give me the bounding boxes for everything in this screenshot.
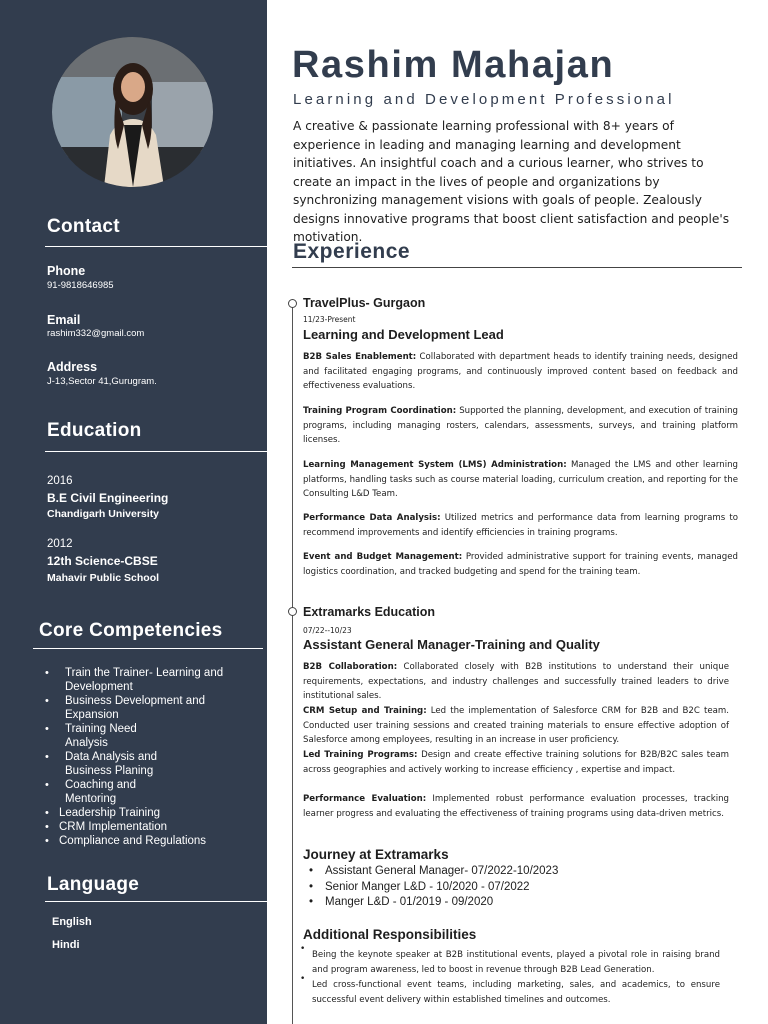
timeline-dot: [288, 299, 297, 308]
job-item-text: Provided administrative support for training events, managed logistics coordination, and tracked budgeting and spend for the training team.: [303, 552, 738, 577]
journey-heading: Journey at Extramarks: [303, 847, 449, 862]
experience-divider: [292, 267, 742, 268]
list-item: • Leadership Training: [45, 806, 260, 820]
competencies-divider: [33, 648, 263, 649]
list-item: • Led cross-functional event teams, including marketing, sales, and academics, to ensure successful event delivery within established timelines and outcomes.: [300, 978, 720, 1008]
job-item-text: Utilized metrics and performance data from learning programs to recommend improvements and identify efficiencies in training programs.: [303, 513, 739, 538]
phone-label: Phone: [47, 264, 86, 278]
language-item: English: [52, 916, 92, 928]
candidate-name: Rashim Mahajan: [292, 44, 615, 86]
job-item-text: Managed the LMS and other learning platforms, handling tasks such as course material loading, curriculum creation, and reporting for the Consulting L&D Team.: [303, 460, 738, 500]
job-item-label: Performance Data Analysis:: [303, 513, 441, 523]
list-item: • Training Need Analysis: [45, 722, 165, 750]
job-item: [303, 748, 729, 777]
job-dates: 07/22--10/23: [303, 626, 352, 635]
education-degree: 12th Science-CBSE: [47, 554, 158, 568]
job-item-label: CRM Setup and Training:: [303, 706, 427, 716]
job-item-label: Performance Evaluation:: [303, 794, 427, 804]
list-item: • Manger L&D - 01/2019 - 09/2020: [309, 895, 558, 911]
job-item-text: Design and create effective training solutions for B2B/B2C sales team across geographies and actively working to increase efficiency , expertise and impact.: [303, 750, 729, 775]
job-item-label: B2B Sales Enablement:: [303, 352, 417, 362]
education-divider: [45, 451, 267, 452]
job-item-label: Led Training Programs:: [303, 750, 418, 760]
list-item: • CRM Implementation: [45, 820, 260, 834]
profile-summary: A creative & passionate learning professional with 8+ years of experience in leading and managing learning and development initiatives. An insightful coach and a curious learner, who strives to create an impact in the lives of people and organizations by synchronizing management visions with goals of people. Zealously designs innovative programs that boost client satisfaction and people's motivation.: [293, 119, 730, 244]
language-item: Hindi: [52, 939, 80, 951]
education-year: 2016: [47, 475, 73, 487]
job-item-text: Implemented robust performance evaluation processes, tracking learner progress and evaluating the effectiveness of training programs using data-driven metrics.: [303, 794, 729, 819]
list-item: • Business Development and Expansion: [45, 694, 260, 722]
list-item: • Assistant General Manager- 07/2022-10/2023: [309, 864, 558, 880]
company-name: Extramarks Education: [303, 605, 435, 619]
list-item: • Data Analysis and Business Planing: [45, 750, 195, 778]
responsibilities-heading: Additional Responsibilities: [303, 927, 477, 942]
email-label: Email: [47, 313, 81, 327]
experience-heading: Experience: [293, 240, 411, 263]
education-heading: Education: [47, 420, 142, 441]
language-heading: Language: [47, 874, 140, 895]
job-item: [303, 350, 738, 394]
job-title: Assistant General Manager-Training and Quality: [303, 637, 600, 652]
job-item: [303, 704, 729, 748]
job-item: [303, 792, 729, 821]
timeline-line: [292, 304, 293, 1024]
education-degree: B.E Civil Engineering: [47, 491, 169, 505]
job-item-text: Collaborated closely with B2B institutions to understand their unique requirements, expectations, and industry challenges and successfully trained leaders to drive institutional sales.: [303, 662, 729, 702]
job-item: [303, 550, 738, 579]
competencies-heading: Core Competencies: [39, 620, 223, 641]
company-name: TravelPlus- Gurgaon: [303, 296, 426, 310]
language-divider: [45, 901, 267, 902]
list-item: • Compliance and Regulations: [45, 834, 260, 848]
address-label: Address: [47, 360, 98, 374]
email-value: rashim332@gmail.com: [47, 328, 145, 339]
job-item: [303, 458, 738, 502]
job-item-label: Training Program Coordination:: [303, 406, 457, 416]
job-item-text: Led the implementation of Salesforce CRM for B2B and B2C team. Conducted user training sessions and created training materials to ensure effective adoption of Salesforce among employees, resulting in an increase in user proficiency.: [303, 706, 729, 746]
job-item: [303, 660, 729, 704]
job-item-label: Event and Budget Management:: [303, 552, 463, 562]
contact-divider: [45, 246, 267, 247]
sidebar: [0, 0, 267, 1024]
list-item: • Being the keynote speaker at B2B institutional events, played a pivotal role in raising brand and program awareness, led to boost in revenue through B2B Lead Generation.: [300, 948, 720, 978]
job-item-text: Supported the planning, development, and execution of training programs, including managing rosters, calendars, assessments, surveys, and training platform licenses.: [303, 406, 738, 446]
candidate-role: Learning and Development Professional: [293, 91, 675, 108]
timeline-dot: [288, 607, 297, 616]
education-year: 2012: [47, 538, 73, 550]
journey-list: [309, 864, 558, 911]
list-item: • Coaching and Mentoring: [45, 778, 155, 806]
responsibilities-list: [300, 948, 720, 1008]
job-item: [303, 404, 738, 448]
job-item: [303, 511, 738, 540]
job-item-label: B2B Collaboration:: [303, 662, 398, 672]
competencies-list: [45, 666, 260, 848]
phone-value: 91-9818646985: [47, 280, 114, 291]
education-institution: Chandigarh University: [47, 508, 160, 520]
profile-photo: [52, 37, 213, 187]
profile-photo-image: [52, 37, 213, 187]
list-item: • Senior Manger L&D - 10/2020 - 07/2022: [309, 880, 558, 896]
education-institution: Mahavir Public School: [47, 572, 160, 584]
job-dates: 11/23-Present: [303, 315, 356, 324]
job-title: Learning and Development Lead: [303, 327, 504, 342]
job-item-text: Collaborated with department heads to identify training needs, designed and facilitated engaging programs, and continuously improved content based on feedback and effectiveness evaluations.: [303, 352, 738, 392]
contact-heading: Contact: [47, 216, 120, 237]
list-item: • Train the Trainer- Learning and Development: [45, 666, 260, 694]
address-value: J-13,Sector 41,Gurugram.: [47, 376, 157, 387]
job-item-label: Learning Management System (LMS) Administration:: [303, 460, 567, 470]
